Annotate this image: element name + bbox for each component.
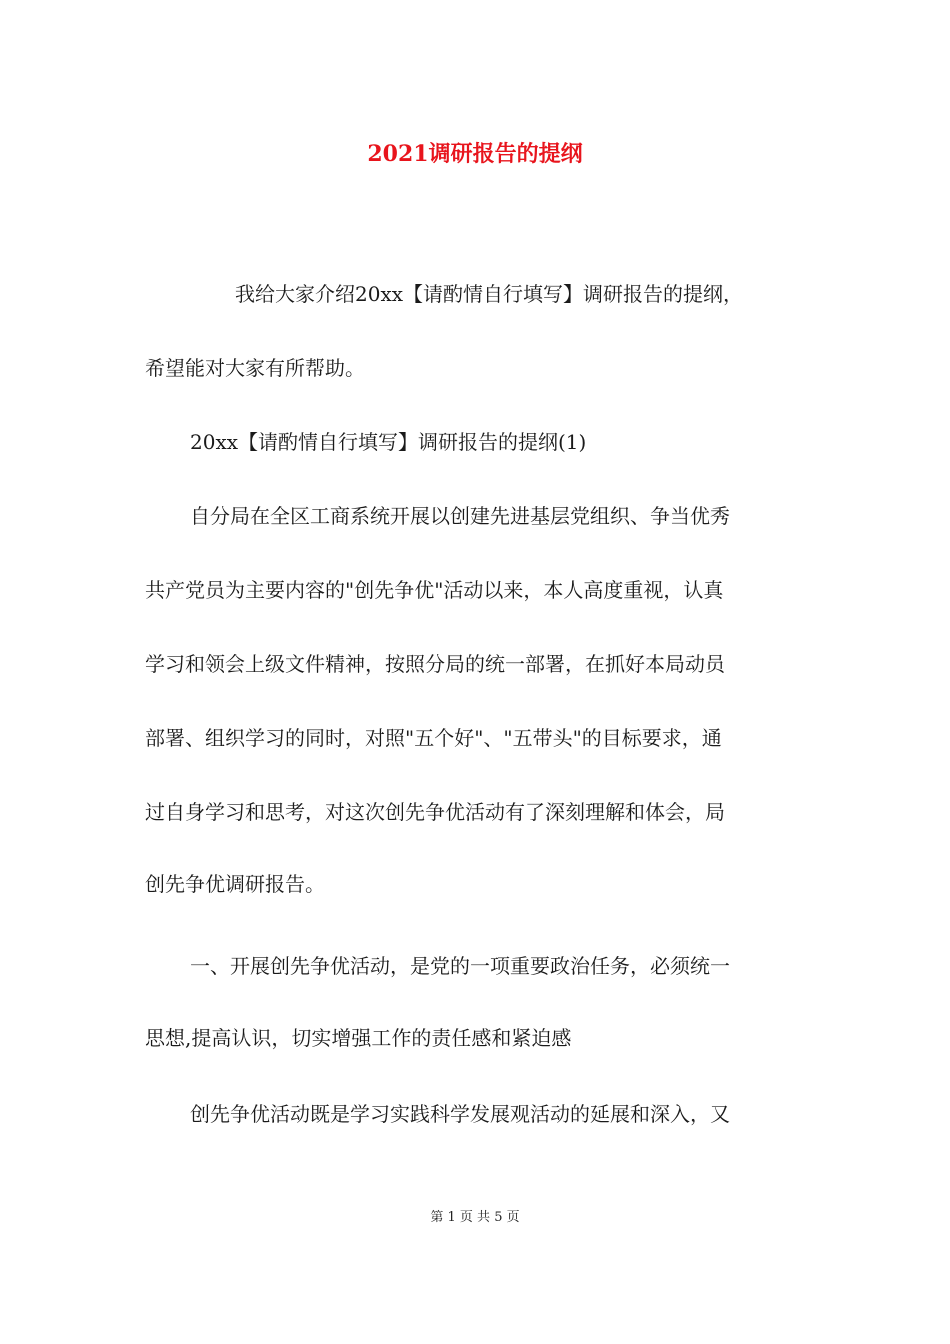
paragraph-line: 希望能对大家有所帮助。 <box>145 356 365 380</box>
paragraph-line: 思想,提高认识，切实增强工作的责任感和紧迫感 <box>145 1026 572 1050</box>
paragraph-line: 过自身学习和思考，对这次创先争优活动有了深刻理解和体会，局 <box>145 800 725 824</box>
paragraph-line: 共产党员为主要内容的"创先争优"活动以来，本人高度重视，认真 <box>145 578 724 602</box>
paragraph-line: 创先争优调研报告。 <box>145 872 325 896</box>
paragraph-line: 部署、组织学习的同时，对照"五个好"、"五带头"的目标要求，通 <box>145 726 722 750</box>
document-title: 2021调研报告的提纲 <box>367 141 583 167</box>
paragraph-line: 我给大家介绍20xx【请酌情自行填写】调研报告的提纲， <box>235 282 744 306</box>
paragraph-line: 一、开展创先争优活动，是党的一项重要政治任务，必须统一 <box>190 954 730 978</box>
paragraph-line: 创先争优活动既是学习实践科学发展观活动的延展和深入，又 <box>190 1102 730 1126</box>
paragraph-line: 自分局在全区工商系统开展以创建先进基层党组织、争当优秀 <box>190 504 730 528</box>
paragraph-line: 学习和领会上级文件精神，按照分局的统一部署，在抓好本局动员 <box>145 652 725 676</box>
page-number-footer: 第 1 页 共 5 页 <box>430 1210 520 1225</box>
section-heading: 20xx【请酌情自行填写】调研报告的提纲(1) <box>190 430 587 454</box>
